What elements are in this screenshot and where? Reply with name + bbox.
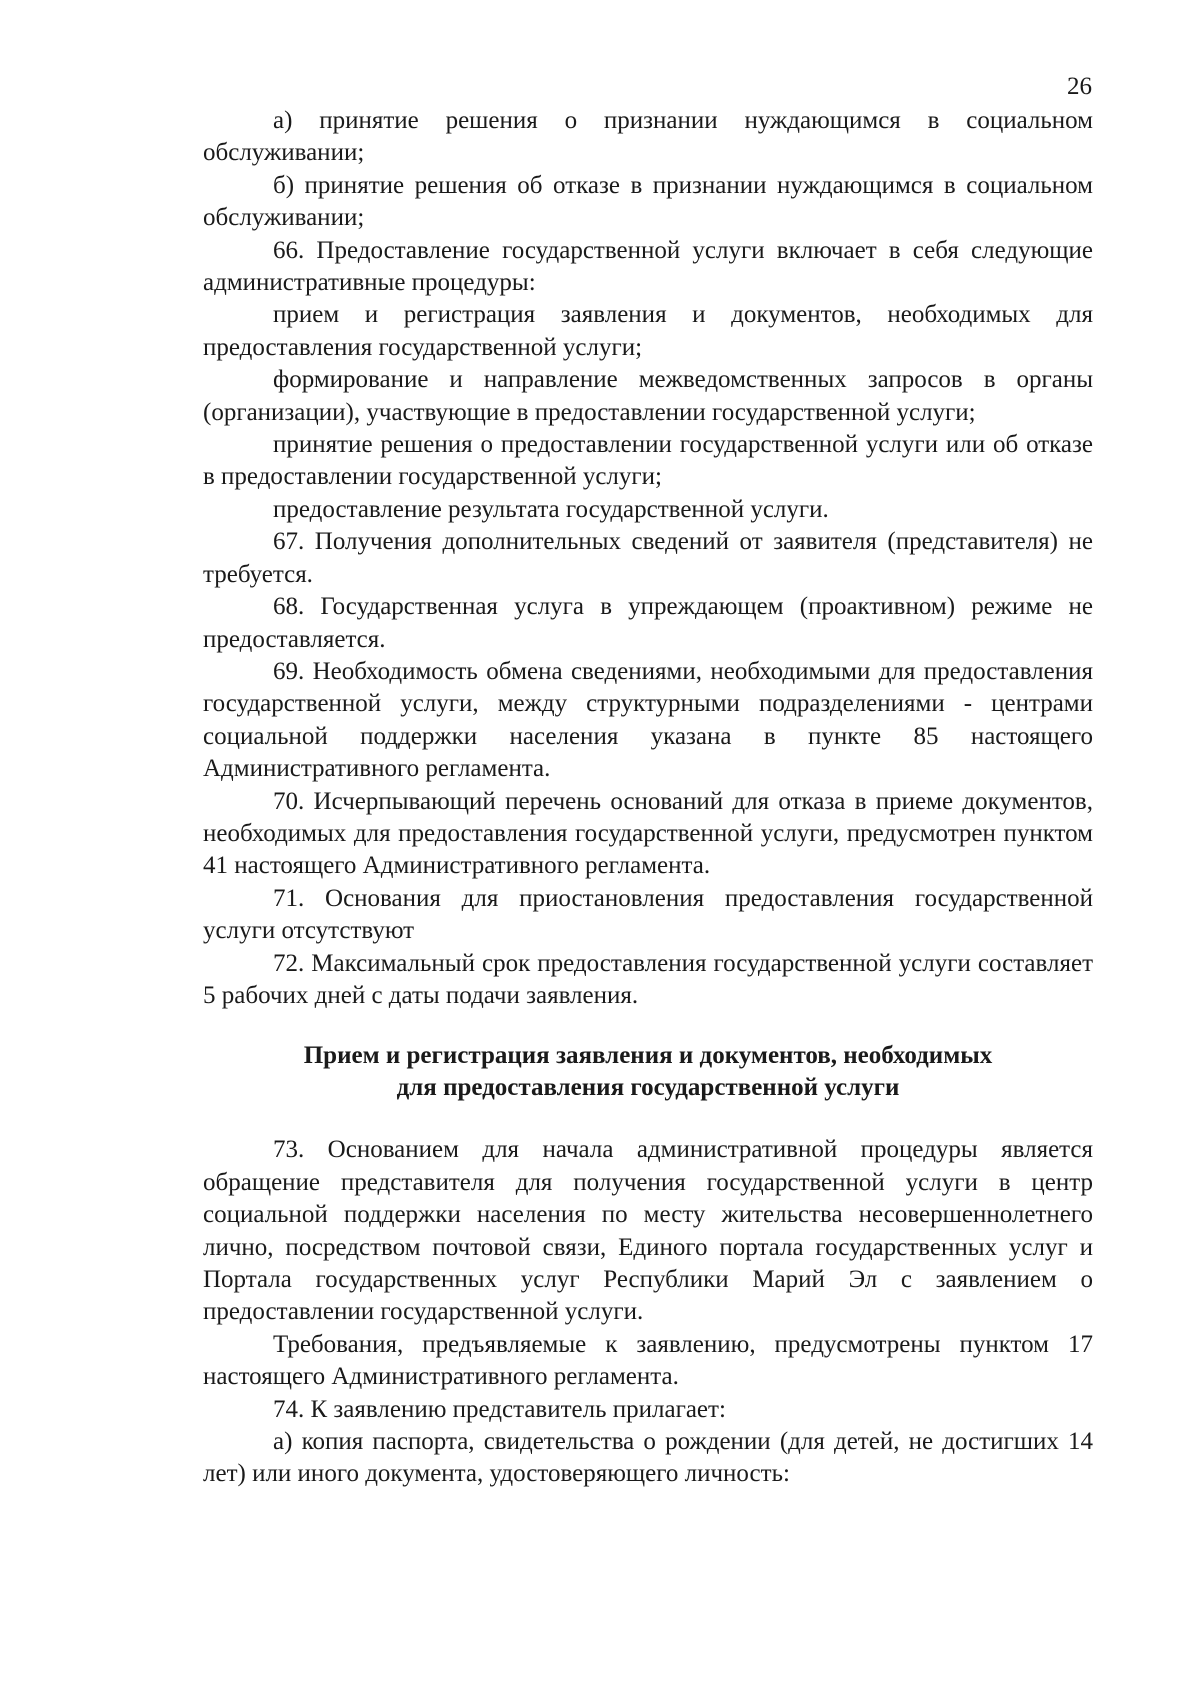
paragraph: принятие решения о предоставлении государственной услуги или об отказе в предоставлении государственной услуги;: [203, 431, 1093, 491]
page-number: 26: [1067, 73, 1092, 100]
paragraph: а) принятие решения о признании нуждающимся в социальном обслуживании;: [203, 107, 1093, 167]
paragraph: формирование и направление межведомственных запросов в органы (организации), участвующие в предоставлении государственной услуги;: [203, 366, 1093, 426]
paragraph: а) копия паспорта, свидетельства о рождении (для детей, не достигших 14 лет) или иного документа, удостоверяющего личность:: [203, 1428, 1093, 1488]
paragraph: 74. К заявлению представитель прилагает:: [273, 1395, 726, 1423]
section-heading: [203, 1040, 1093, 1104]
paragraph: 67. Получения дополнительных сведений от заявителя (представителя) не требуется.: [203, 528, 1093, 588]
paragraph: 70. Исчерпывающий перечень оснований для отказа в приеме документов, необходимых для предоставления государственной услуги, предусмотрен пунктом 41 настоящего Административного регламента.: [203, 787, 1093, 880]
paragraph: 72. Максимальный срок предоставления государственной услуги составляет 5 рабочих дней с даты подачи заявления.: [203, 949, 1093, 1009]
paragraph: 73. Основанием для начала административной процедуры является обращение представителя для получения государственной услуги в центр социальной поддержки населения по месту жительства несовершеннолетнего лично, посредством почтовой связи, Единого портала государственных услуг и Портала государственных услуг Республики Марий Эл с заявлением о предоставлении государственной услуги.: [203, 1136, 1093, 1326]
paragraph: 71. Основания для приостановления предоставления государственной услуги отсутствуют: [203, 884, 1093, 945]
paragraph: прием и регистрация заявления и документов, необходимых для предоставления государственной услуги;: [203, 301, 1093, 361]
paragraph: 66. Предоставление государственной услуги включает в себя следующие административные процедуры:: [203, 236, 1093, 297]
paragraph: б) принятие решения об отказе в признании нуждающимся в социальном обслуживании;: [203, 171, 1093, 232]
paragraph: предоставление результата государственной услуги.: [273, 495, 829, 523]
paragraph: 68. Государственная услуга в упреждающем (проактивном) режиме не предоставляется.: [203, 593, 1093, 653]
paragraph: Требования, предъявляемые к заявлению, предусмотрены пунктом 17 настоящего Административного регламента.: [203, 1330, 1093, 1391]
section-heading-line-1: Прием и регистрация заявления и документов, необходимых: [303, 1042, 993, 1070]
section-heading-line-2: для предоставления государственной услуги: [396, 1074, 900, 1102]
document-body: [203, 105, 1093, 1491]
paragraph: 69. Необходимость обмена сведениями, необходимыми для предоставления государственной услуги, между структурными подразделениями - центрами социальной поддержки населения указана в пункте 85 настоящего Административного регламента.: [203, 657, 1093, 783]
